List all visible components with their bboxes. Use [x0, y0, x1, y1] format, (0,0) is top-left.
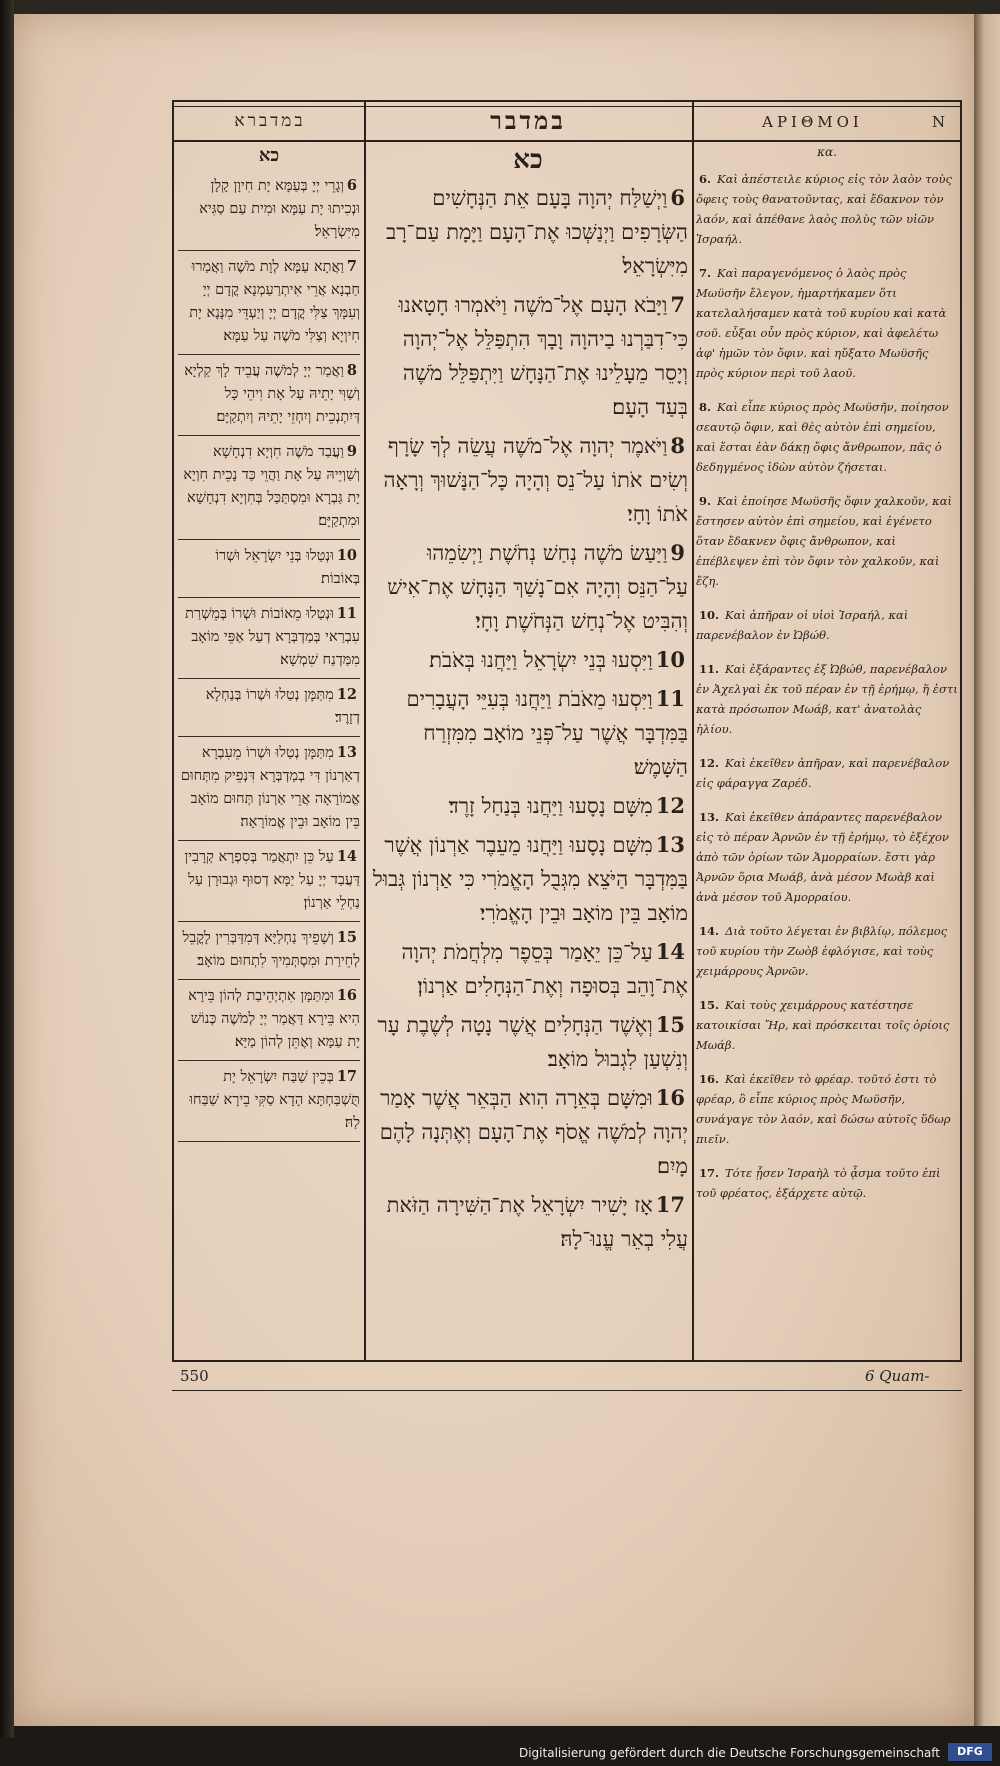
verse-text: Καὶ ἐκεῖθεν ἀπῆραν, καὶ παρενέβαλον εἰς φάραγγα Ζαρέδ.	[696, 756, 950, 790]
verse	[696, 653, 958, 747]
verse-text: Καὶ ἀπέστειλε κύριος εἰς τὸν λαὸν τοὺς ὄφεις τοὺς θανατοῦντας, καὶ ἔδακνον τὸν λαόν, καὶ ἀπέθανε λαὸς πολὺς τῶν υἱῶν Ἰσραήλ.	[696, 172, 952, 246]
book-spine	[0, 0, 14, 1766]
verse-text: וְשָׁפֵיךְ נַחְלַיָּא דְּמִדַּבְּרִין לָקֳבֵל לְחֵירַת וּמִסְתְּמִיךְ לִתְחוּם מוֹאָב׃	[182, 930, 360, 969]
frame-rule-left	[172, 100, 174, 1362]
verse-number: 17	[336, 1068, 357, 1085]
chapter-number-greek: κα.	[817, 145, 837, 159]
verse-text: Καὶ εἶπε κύριος πρὸς Μωϋσῆν, ποίησον σεαυτῷ ὄφιν, καὶ θὲς αὐτὸν ἐπὶ σημείου, καὶ ἔσται ἐὰν δάκῃ ὄφις ἄνθρωπον, πᾶς ὁ δεδηγμένος ἰδὼν αὐτὸν ζήσεται.	[696, 400, 949, 474]
chapter-number-aramaic: כא	[258, 145, 280, 166]
verse	[696, 989, 958, 1063]
verse-text: וְאֶשֶׁד הַנְּחָלִים אֲשֶׁר נָטָה לְשֶׁבֶת עָר וְנִשְׁעַן לִגְבוּל מוֹאָב׃	[377, 1013, 688, 1071]
verse-number: 12	[336, 686, 357, 703]
verse	[368, 933, 688, 1006]
hebrew-verse-list	[368, 179, 688, 1259]
verse-number: 16	[655, 1085, 685, 1110]
verse-number: 9	[670, 540, 685, 565]
verse-number: 11	[336, 605, 357, 622]
verse-number: 8	[346, 362, 357, 379]
verse	[178, 170, 360, 251]
catchword: 6 Quam-	[865, 1367, 930, 1385]
verse-text: עַל־כֵּן יֵאָמַר בְּסֵפֶר מִלְחֲמֹת יְהוָה אֶת־וָהֵב בְּסוּפָה וְאֶת־הַנְּחָלִים אַרְנוֹן׃	[401, 940, 688, 998]
verse-text: עַל כֵּן יִתְאֲמַר בְּסִפְרָא קְרָבִין דַּעֲבַד יְיָ עַל יַמָּא דְסוּף וּגְבוּרָן עַל נַחְלֵי אַרְנוֹן׃	[184, 849, 360, 911]
verse	[696, 163, 958, 257]
verse	[368, 787, 688, 826]
verse-number: 15.	[699, 998, 720, 1012]
verse-number: 16.	[699, 1072, 720, 1086]
verse-text: וַאֲתָא עַמָּא לְוָת מֹשֶׁה וַאֲמַרוּ חַבְנָא אֲרֵי אִיתְרַעַמְנָא קֳדָם יְיָ וְעִמָּךְ צַלִּי קֳדָם יְיָ וְיַעְדֵּי מִנָּנָא יָת חִיוְיָא וְצַלִּי מֹשֶׁה עַל עַמָּא׃	[189, 259, 360, 344]
footer-bar	[0, 1738, 1000, 1766]
verse-number: 7	[670, 292, 685, 317]
header-rule	[172, 140, 962, 142]
verse	[178, 679, 360, 737]
verse-text: וַעֲבַד מֹשֶׁה חִוְיָא דִנְחָשָׁא וְשַׁוְיֵיהּ עַל אָת וַהֲוֵי כַּד נָכֵית חִוְיָא יָת גַּבְרָא וּמִסְתַּכַּל בְּחִוְיָא דִנְחָשָׁא וּמִתְקַיָּם׃	[183, 444, 360, 529]
verse-number: 11	[655, 686, 685, 711]
verse-text: Καὶ παραγενόμενος ὁ λαὸς πρὸς Μωϋσῆν ἔλεγον, ἡμαρτήκαμεν ὅτι κατελαλήσαμεν κατὰ τοῦ κυρίου καὶ κατὰ σοῦ. εὖξαι οὖν πρὸς κύριον, καὶ ἀφελέτω ἀφ' ἡμῶν τὸν ὄφιν. καὶ ηὔξατο Μωϋσῆς πρὸς κύριον περὶ τοῦ λαοῦ.	[696, 266, 947, 380]
verse	[696, 599, 958, 653]
verse-text: Καὶ ἐκεῖθεν τὸ φρέαρ. τοῦτό ἐστι τὸ φρέαρ, ὃ εἶπε κύριος πρὸς Μωϋσῆν, συνάγαγε τὸν λαόν, καὶ δώσω αὐτοῖς ὕδωρ πιεῖν.	[696, 1072, 951, 1146]
verse-number: 6	[346, 177, 357, 194]
verse-number: 10.	[699, 608, 720, 622]
verse-text: וַיְשַׁלַּח יְהוָה בָּעָם אֵת הַנְּחָשִׁים הַשְּׂרָפִים וַיְנַשְּׁכוּ אֶת־הָעָם וַיָּמָת עַם־רָב מִיִּשְׂרָאֵל׃	[386, 186, 688, 278]
verse	[178, 841, 360, 922]
verse	[368, 680, 688, 787]
greek-column	[696, 145, 958, 1360]
verse-text: Καὶ τοὺς χειμάρρους κατέστησε κατοικίσαι Ἤρ, καὶ πρόσκειται τοῖς ὁρίοις Μωάβ.	[696, 998, 950, 1052]
verse-text: וַיִּסְעוּ בְּנֵי יִשְׂרָאֵל וַיַּחֲנוּ בְּאֹבֹת׃	[429, 648, 653, 672]
verse-text: וּנְטַלוּ מֵאוֹבוֹת וּשְׁרוֹ בְּמֵשְׁרַת עִבְרַאי בְּמַדְבְּרָא דְעַל אַפֵּי מוֹאָב מִמַּדְנַח שִׁמְשָׁא׃	[185, 606, 360, 668]
verse-number: 7	[346, 258, 357, 275]
verse-text: וּמִשָּׁם בְּאֵרָה הִוא הַבְּאֵר אֲשֶׁר אָמַר יְהוָה לְמֹשֶׁה אֱסֹף אֶת־הָעָם וְאֶתְּנָה לָהֶם מָיִם׃	[379, 1086, 688, 1178]
verse	[178, 980, 360, 1061]
verse-number: 6	[670, 185, 685, 210]
verse-text: מִתַּמָּן נְטַלוּ וּשְׁרוֹ בְּנַחְלָא דְזָרֶד׃	[205, 687, 360, 726]
verse-number: 11.	[699, 662, 720, 676]
verse	[368, 826, 688, 933]
verse-number: 12	[655, 793, 685, 818]
verse	[368, 286, 688, 427]
verse-number: 9	[346, 443, 357, 460]
chapter-number-hebrew: כא	[513, 145, 543, 175]
verse-number: 15	[655, 1012, 685, 1037]
verse-number: 10	[655, 647, 685, 672]
verse	[178, 251, 360, 355]
verse	[696, 1157, 958, 1211]
verse-text: וַיָּבֹא הָעָם אֶל־מֹשֶׁה וַיֹּאמְרוּ חָטָאנוּ כִּי־דִבַּרְנוּ בַיהוָה וָבָךְ הִתְפַּלֵּל אֶל־יְהוָה וְיָסֵר מֵעָלֵינוּ אֶת־הַנָּחָשׁ וַיִּתְפַּלֵּל מֹשֶׁה בְּעַד הָעָם׃	[398, 293, 688, 419]
verse-text: וַאֲמַר יְיָ לְמֹשֶׁה עֲבֵיד לָךְ קַלְיָא וְשַׁוִּי יָתֵיהּ עַל אָת וִיהֵי כָּל דְּיִתְנְכֵית וְיִחְזֵי יָתֵיהּ וְיִתְקַיָּם׃	[184, 363, 360, 425]
dfg-logo: DFG	[948, 1743, 992, 1761]
verse-number: 13	[655, 832, 685, 857]
verse	[178, 922, 360, 980]
verse	[368, 1079, 688, 1186]
verse-number: 10	[336, 547, 357, 564]
running-head-greek: ΑΡΙΘΜΟΙ	[762, 113, 863, 131]
running-head-aramaic: במדברא	[234, 111, 306, 131]
verse	[178, 1061, 360, 1142]
verse-text: בְּכֵין שַׁבַּח יִשְׂרָאֵל יָת תֻּשְׁבַּחְתָּא הָדָא סַקִּי בֵירָא שַׁבַּחוּ לַהּ׃	[189, 1069, 360, 1131]
verse	[368, 179, 688, 286]
verse-text: וַיִּסְעוּ מֵאֹבֹת וַיַּחֲנוּ בְּעִיֵּי הָעֲבָרִים בַּמִּדְבָּר אֲשֶׁר עַל־פְּנֵי מוֹאָב מִמִּזְרַח הַשָּׁמֶשׁ׃	[406, 687, 688, 779]
verse-number: 12.	[699, 756, 720, 770]
verse-number: 14.	[699, 924, 720, 938]
verse	[696, 485, 958, 599]
greek-verse-list	[696, 163, 958, 1211]
frame-rule-top	[172, 100, 962, 102]
verse-text: מִתַּמָּן נְטַלוּ וּשְׁרוֹ מֵעִבְרָא דְאַרְנוֹן דִּי בְמַדְבְּרָא דִּנְפֵיק מִתְּחוּם אֱמוֹרָאָה אֲרֵי אַרְנוֹן תְּחוּם מוֹאָב בֵּין מוֹאָב וּבֵין אֱמוֹרָאָה׃	[180, 745, 360, 830]
verse-text: וְגָרֵי יְיָ בְּעַמָּא יָת חִיוָן קָלָן וּנְכִיתוּ יָת עַמָּא וּמִית עַם סַגִּיא מִיִּשְׂרָאֵל׃	[199, 178, 360, 240]
column-divider-1	[364, 100, 366, 1362]
verse	[178, 355, 360, 436]
verse	[178, 436, 360, 540]
footer-rule	[172, 1390, 962, 1391]
verse	[178, 598, 360, 679]
verse-number: 8	[670, 433, 685, 458]
verse	[696, 801, 958, 915]
verse-number: 8.	[699, 400, 712, 414]
aramaic-verse-list	[178, 170, 360, 1142]
verse-text: מִשָּׁם נָסָעוּ וַיַּחֲנוּ בְּנַחַל זָרֶד׃	[448, 794, 653, 818]
verse	[696, 257, 958, 391]
verse-text: Διὰ τοῦτο λέγεται ἐν βιβλίῳ, πόλεμος τοῦ κυρίου τὴν Ζωὸβ ἐφλόγισε, καὶ τοὺς χειμάρρους Ἀρνῶν.	[696, 924, 948, 978]
verse-number: 9.	[699, 494, 712, 508]
frame-rule-right	[960, 100, 962, 1362]
verse-text: Καὶ ἀπῆραν οἱ υἱοὶ Ἰσραήλ, καὶ παρενέβαλον ἐν Ὠβώθ.	[696, 608, 909, 642]
verse-text: וּנְטַלוּ בְּנֵי יִשְׂרָאֵל וּשְׁרוֹ בְּאוֹבוֹת׃	[215, 548, 360, 587]
footer-credit: Digitalisierung gefördert durch die Deutsche Forschungsgemeinschaft	[518, 1746, 940, 1760]
verse-number: 7.	[699, 266, 712, 280]
verse-text: וּמִתַּמָּן אִתְיְהֵיבַת לְהוֹן בֵּירָא הִיא בֵּירָא דַּאֲמַר יְיָ לְמֹשֶׁה כְּנוֹשׁ יָת עַמָּא וְאֶתֵּן לְהוֹן מַיָּא׃	[188, 988, 360, 1050]
verse	[368, 534, 688, 641]
verse	[368, 1186, 688, 1259]
verse-text: Καὶ ἐκεῖθεν ἀπάραντες παρενέβαλον εἰς τὸ πέραν Ἀρνῶν ἐν τῇ ἐρήμῳ, τὸ ἐξέχον ἀπὸ τῶν ὁρίων τῶν Ἀμορραίων. ἔστι γὰρ Ἀρνῶν ὅρια Μωάβ, ἀνὰ μέσον Μωὰβ καὶ ἀνὰ μέσον τοῦ Ἀμορραίου.	[696, 810, 949, 904]
verse	[368, 427, 688, 534]
page-number: 550	[180, 1367, 209, 1385]
verse-text: וַיַּעַשׂ מֹשֶׁה נְחַשׁ נְחֹשֶׁת וַיְשִׂמֵהוּ עַל־הַנֵּס וְהָיָה אִם־נָשַׁךְ הַנָּחָשׁ אֶת־אִישׁ וְהִבִּיט אֶל־נְחַשׁ הַנְּחֹשֶׁת וָחָי׃	[387, 541, 688, 633]
verse	[696, 1063, 958, 1157]
column-divider-2	[692, 100, 694, 1362]
verse-number: 13.	[699, 810, 720, 824]
verse-number: 13	[336, 744, 357, 761]
aramaic-column	[178, 145, 360, 1360]
verse-number: 14	[655, 939, 685, 964]
running-head-edge: Ν	[932, 113, 946, 131]
verse	[368, 641, 688, 680]
verse	[178, 737, 360, 841]
verse	[696, 391, 958, 485]
running-head-hebrew: במדבר	[490, 106, 566, 135]
hebrew-column	[368, 145, 688, 1360]
verse-number: 17.	[699, 1166, 720, 1180]
verse	[368, 1006, 688, 1079]
verse	[696, 747, 958, 801]
adjacent-page-edge	[974, 14, 1000, 1726]
verse-text: Καὶ ἐποίησε Μωϋσῆς ὄφιν χαλκοῦν, καὶ ἔστησεν αὐτὸν ἐπὶ σημείου, καὶ ἐγένετο ὅταν ἔδακνεν ὄφις ἄνθρωπον, καὶ ἐπέβλεψεν ἐπὶ τὸν ὄφιν τὸν χαλκοῦν, καὶ ἔζη.	[696, 494, 952, 588]
verse-number: 14	[336, 848, 357, 865]
verse-text: Καὶ ἐξάραντες ἐξ Ὠβώθ, παρενέβαλον ἐν Ἀχελγαὶ ἐκ τοῦ πέραν ἐν τῇ ἐρήμῳ, ἥ ἐστι κατὰ πρόσωπον Μωάβ, κατ' ἀνατολὰς ἡλίου.	[696, 662, 958, 736]
verse	[178, 540, 360, 598]
verse-number: 6.	[699, 172, 712, 186]
verse-text: Τότε ᾖσεν Ἰσραὴλ τὸ ᾆσμα τοῦτο ἐπὶ τοῦ φρέατος, ἐξάρχετε αὐτῷ.	[696, 1166, 941, 1200]
verse-number: 17	[655, 1192, 685, 1217]
verse-number: 15	[336, 929, 357, 946]
verse-text: אָז יָשִׁיר יִשְׂרָאֵל אֶת־הַשִּׁירָה הַזֹּאת עֲלִי בְאֵר עֱנוּ־לָהּ׃	[386, 1193, 688, 1251]
verse	[696, 915, 958, 989]
frame-rule-bottom	[172, 1360, 962, 1362]
verse-text: מִשָּׁם נָסָעוּ וַיַּחֲנוּ מֵעֵבֶר אַרְנוֹן אֲשֶׁר בַּמִּדְבָּר הַיֹּצֵא מִגְּבֻל הָאֱמֹרִי כִּי אַרְנוֹן גְּבוּל מוֹאָב בֵּין מוֹאָב וּבֵין הָאֱמֹרִי׃	[372, 833, 688, 925]
verse-text: וַיֹּאמֶר יְהוָה אֶל־מֹשֶׁה עֲשֵׂה לְךָ שָׂרָף וְשִׂים אֹתוֹ עַל־נֵס וְהָיָה כָּל־הַנָּשׁוּךְ וְרָאָה אֹתוֹ וָחָי׃	[383, 434, 688, 526]
verse-number: 16	[336, 987, 357, 1004]
